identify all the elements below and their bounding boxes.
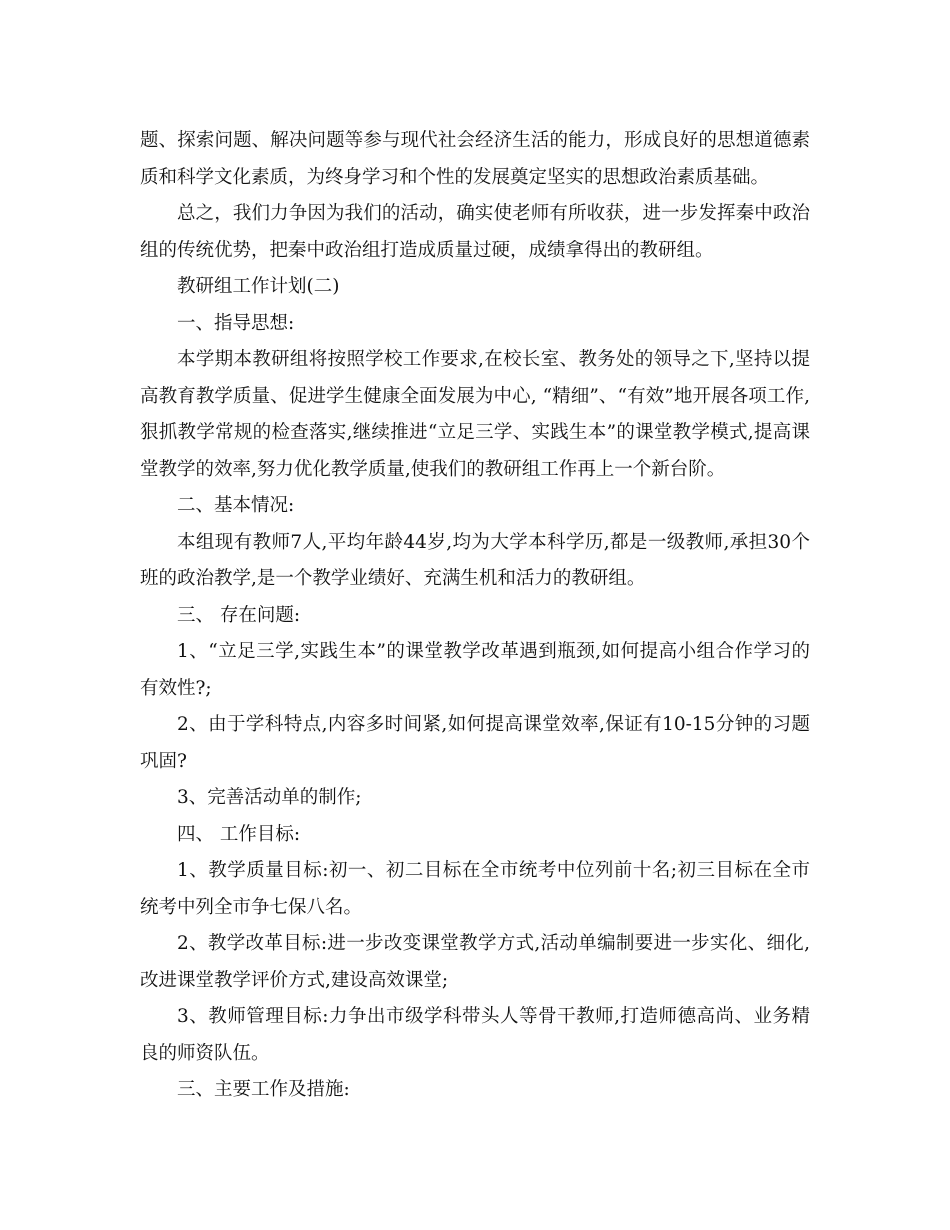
paragraph: 题、探索问题、解决问题等参与现代社会经济生活的能力，形成良好的思想道德素质和科学文化素质，为终身学习和个性的发展奠定坚实的思想政治素质基础。 xyxy=(140,130,810,188)
paragraph: 本学期本教研组将按照学校工作要求,在校长室、教务处的领导之下,坚持以提高教育教学质量、促进学生健康全面发展为中心, “精细”、“有效”地开展各项工作,狠抓教学常规的检查落实,继续推进“立足三学、实践生本”的课堂教学模式,提高课堂教学的效率,努力优化教学质量,使我们的教研组工作再上一个新台阶。 xyxy=(140,349,810,480)
section-heading: 二、基本情况: xyxy=(177,495,295,516)
list-item: 2、由于学科特点,内容多时间紧,如何提高课堂效率,保证有10-15分钟的习题巩固? xyxy=(140,714,810,772)
section-heading: 三、 存在问题: xyxy=(177,604,301,626)
document-body xyxy=(140,123,810,1109)
list-item: 1、教学质量目标:初一、初二目标在全市统考中位列前十名;初三目标在全市统考中列全市争七保八名。 xyxy=(140,860,810,918)
list-item: 3、完善活动单的制作; xyxy=(177,787,362,808)
list-item: 3、教师管理目标:力争出市级学科带头人等骨干教师,打造师德高尚、业务精良的师资队伍。 xyxy=(140,1006,810,1064)
list-item: 1、“立足三学,实践生本”的课堂教学改革遇到瓶颈,如何提高小组合作学习的有效性?; xyxy=(140,641,810,699)
section-heading: 四、 工作目标: xyxy=(177,823,301,845)
section-heading: 一、指导思想: xyxy=(177,312,295,334)
paragraph: 本组现有教师7人,平均年龄44岁,均为大学本科学历,都是一级教师,承担30个班的政治教学,是一个教学业绩好、充满生机和活力的教研组。 xyxy=(140,531,810,589)
list-item: 2、教学改革目标:进一步改变课堂教学方式,活动单编制要进一步实化、细化,改进课堂教学评价方式,建设高效课堂; xyxy=(140,933,810,991)
paragraph: 总之，我们力争因为我们的活动，确实使老师有所收获，进一步发挥秦中政治组的传统优势，把秦中政治组打造成质量过硬，成绩拿得出的教研组。 xyxy=(140,203,810,261)
section-heading: 三、主要工作及措施: xyxy=(177,1079,350,1100)
section-title: 教研组工作计划(二) xyxy=(177,276,340,297)
